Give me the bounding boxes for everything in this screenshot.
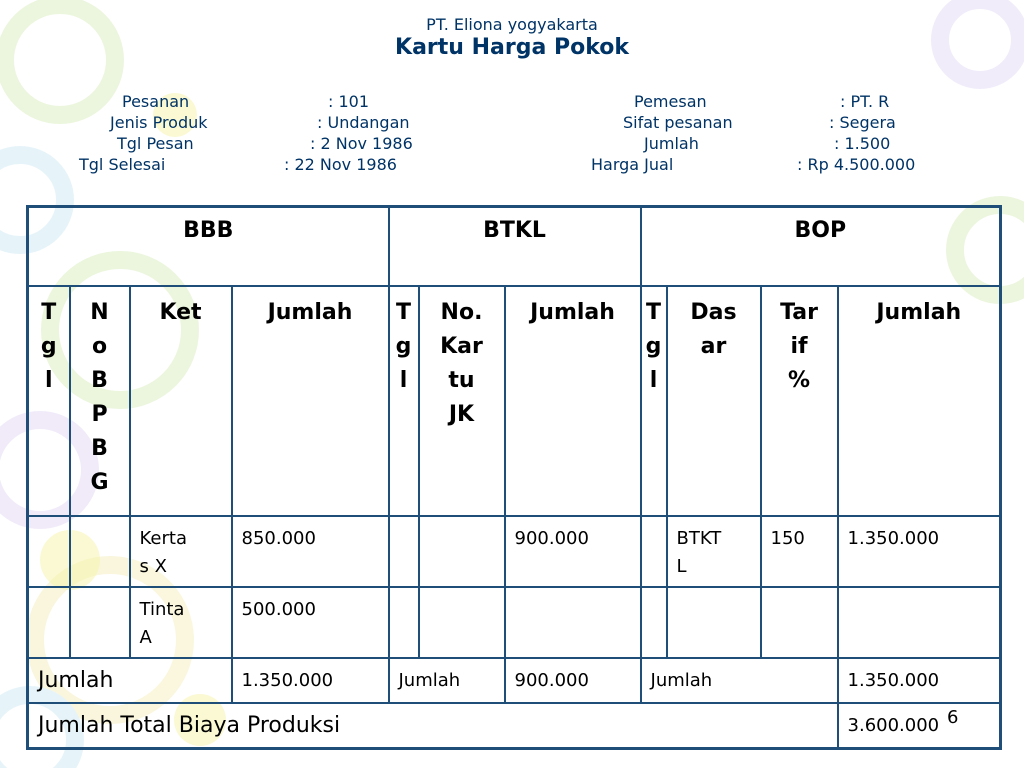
jenis-produk-label: Jenis Produk (110, 113, 208, 132)
group-header-bbb: BBB (28, 207, 389, 287)
page-number: 6 (947, 707, 959, 728)
tgl-pesan-label: Tgl Pesan (117, 134, 194, 153)
cell-empty (761, 587, 838, 658)
table-row (28, 516, 1001, 587)
col-header-ket: Ket (130, 286, 232, 516)
company-name: PT. Eliona yogyakarta (426, 15, 598, 34)
cell-empty (389, 516, 419, 587)
cell-empty (419, 516, 505, 587)
totals-row (28, 658, 1001, 703)
cell-ket: Kerta s X (130, 516, 232, 587)
col-header-no-bpbg: N o B P B G (70, 286, 130, 516)
col-header-tgl-btkl: T g l (389, 286, 419, 516)
tgl-selesai-value: : 22 Nov 1986 (284, 155, 397, 174)
total-value-bbb: 1.350.000 (232, 658, 389, 703)
tgl-pesan-value: : 2 Nov 1986 (310, 134, 413, 153)
cell-empty (641, 587, 667, 658)
col-header-tgl-bbb: T g l (28, 286, 70, 516)
total-value-btkl: 900.000 (505, 658, 641, 703)
total-label-btkl: Jumlah (389, 658, 505, 703)
cell-jumlah-bop: 1.350.000 (838, 516, 1001, 587)
cost-card-table (26, 205, 1002, 750)
grand-total-label: Jumlah Total Biaya Produksi (28, 703, 838, 748)
cell-jumlah-btkl: 900.000 (505, 516, 641, 587)
total-value-bop: 1.350.000 (838, 658, 1001, 703)
cell-jumlah-bbb: 850.000 (232, 516, 389, 587)
grand-total-value: 3.600.000 (838, 703, 1001, 748)
page-title: Kartu Harga Pokok (395, 35, 629, 60)
pemesan-label: Pemesan (634, 92, 707, 111)
cell-empty (667, 587, 761, 658)
col-header-tgl-bop: T g l (641, 286, 667, 516)
cell-empty (28, 587, 70, 658)
tgl-selesai-label: Tgl Selesai (79, 155, 166, 174)
table-row (28, 587, 1001, 658)
group-header-bop: BOP (641, 207, 1001, 287)
sifat-pesanan-label: Sifat pesanan (623, 113, 733, 132)
col-header-jumlah-bbb: Jumlah (232, 286, 389, 516)
cell-empty (838, 587, 1001, 658)
sifat-pesanan-value: : Segera (829, 113, 896, 132)
pesanan-label: Pesanan (122, 92, 190, 111)
col-header-jumlah-bop: Jumlah (838, 286, 1001, 516)
cell-empty (419, 587, 505, 658)
cell-empty (505, 587, 641, 658)
pesanan-value: : 101 (328, 92, 370, 111)
total-label-bop: Jumlah (641, 658, 838, 703)
cell-empty (70, 587, 130, 658)
harga-jual-label: Harga Jual (591, 155, 674, 174)
cell-tarif: 150 (761, 516, 838, 587)
total-label-bbb: Jumlah (28, 658, 232, 703)
cell-empty (389, 587, 419, 658)
cell-jumlah-bbb: 500.000 (232, 587, 389, 658)
col-header-jumlah-btkl: Jumlah (505, 286, 641, 516)
col-header-dasar: Das ar (667, 286, 761, 516)
col-header-no-kartu-jk: No. Kar tu JK (419, 286, 505, 516)
cell-empty (28, 516, 70, 587)
harga-jual-value: : Rp 4.500.000 (797, 155, 916, 174)
cell-empty (641, 516, 667, 587)
grand-total-row (28, 703, 1001, 748)
group-header-btkl: BTKL (389, 207, 641, 287)
cell-ket: Tinta A (130, 587, 232, 658)
col-header-tarif: Tar if % (761, 286, 838, 516)
jenis-produk-value: : Undangan (317, 113, 410, 132)
jumlah-value: : 1.500 (834, 134, 891, 153)
cell-dasar: BTKT L (667, 516, 761, 587)
pemesan-value: : PT. R (840, 92, 890, 111)
cell-empty (70, 516, 130, 587)
jumlah-label: Jumlah (644, 134, 699, 153)
